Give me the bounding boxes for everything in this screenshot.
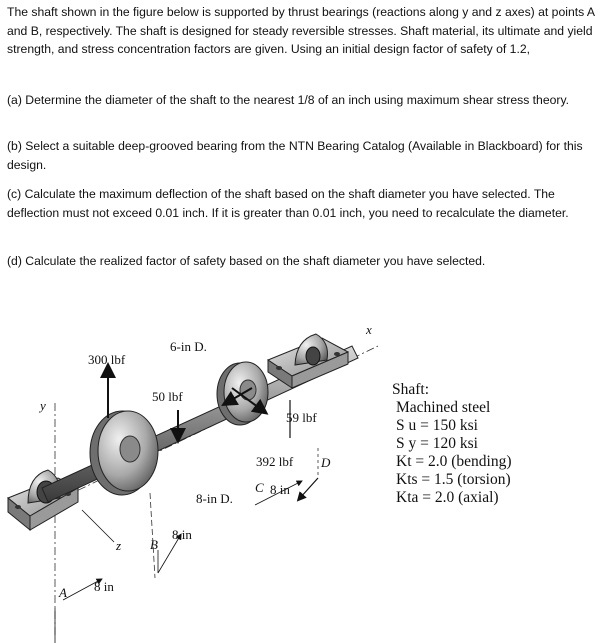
problem-intro: The shaft shown in the figure below is supported by thrust bearings (reactions along y and z axes) at points A and B, respectively. The shaft is designed for steady reversible stresses. Shaft material, its ultimate and yield strength, and stress concentration factors are given. Using an initial design factor of safety of 1.2, [7, 5, 595, 56]
axis-x-label: x [366, 322, 372, 337]
point-d-label: D [321, 455, 331, 470]
spec-kts: Kts = 1.5 (torsion) [396, 471, 511, 488]
force-392-label: 392 lbf [256, 454, 294, 469]
spec-sy: S y = 120 ksi [396, 435, 478, 452]
b-guide [150, 493, 155, 578]
spec-su: S u = 150 ksi [396, 417, 478, 434]
gear-small-label: 6-in D. [170, 339, 207, 354]
point-b-label: B [150, 537, 158, 552]
shaft-specs [392, 381, 512, 507]
force-50-label: 50 lbf [152, 389, 183, 404]
gear-large-label: 8-in D. [196, 491, 233, 506]
force-arrow-392 [300, 478, 318, 498]
shaft-figure [0, 318, 390, 643]
spec-kt: Kt = 2.0 (bending) [396, 453, 512, 470]
spec-title: Shaft: [392, 381, 430, 398]
dim-8in-b-label: 8 in [172, 527, 192, 542]
force-59-label: 59 lbf [286, 410, 317, 425]
spec-material: Machined steel [396, 399, 491, 416]
dim-c-label: C [255, 480, 264, 495]
dim-8in-a-label: 8 in [94, 579, 114, 594]
force-300-label: 300 lbf [88, 352, 126, 367]
dim-8in-c-label: 8 in [270, 482, 290, 497]
part-d: (d) Calculate the realized factor of safety based on the shaft diameter you have selected. [7, 254, 486, 268]
part-c: (c) Calculate the maximum deflection of the shaft based on the shaft diameter you have selected. The deflection must not exceed 0.01 inch. If it is greater than 0.01 inch, you need to recalculate the diameter. [7, 187, 569, 220]
point-a-label: A [59, 585, 67, 600]
spec-kta: Kta = 2.0 (axial) [396, 489, 499, 506]
axis-y-label: y [40, 398, 46, 413]
part-a: (a) Determine the diameter of the shaft to the nearest 1/8 of an inch using maximum shear stress theory. [7, 93, 570, 107]
part-b: (b) Select a suitable deep-grooved bearing from the NTN Bearing Catalog (Available in Blackboard) for this design. [7, 139, 583, 172]
z-axis-line [82, 510, 114, 542]
gear-large [90, 411, 158, 495]
bearing-b [268, 334, 348, 388]
axis-z-label: z [116, 538, 122, 553]
